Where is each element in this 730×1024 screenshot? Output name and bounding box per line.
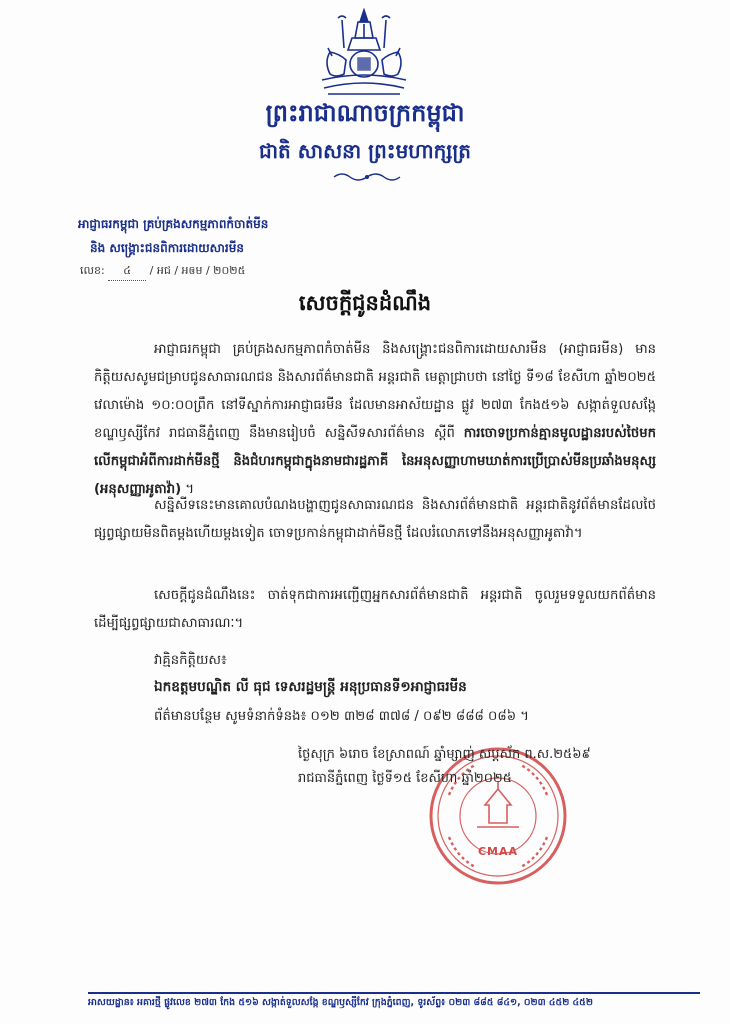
paragraph-2-text: សន្និសីទនេះមានគោលបំណងបង្ហាញជូនសាធារណជន និងសារព័ត៌មានជាតិ អន្តរជាតិនូវព័ត៌មានដែលថៃផ្សព្វផ្សាយមិនពិតម្តងហើយម្តងទៀត ចោទប្រកាន់កម្ពុជាដាក់មីនថ្មី ដែលរំលោភទៅនឹងអនុសញ្ញាអូតាវ៉ា។: [94, 498, 656, 541]
reference-suffix: / អជ / អឲម / ២០២៥: [149, 264, 246, 277]
paragraph-3: [94, 582, 656, 638]
reference-number-line: [80, 264, 245, 281]
footer-divider: [88, 992, 700, 994]
reference-prefix: លេខ:: [80, 264, 105, 277]
stamp-label: CMAA: [477, 845, 519, 858]
official-seal-stamp: [427, 745, 569, 887]
contact-info: ព័ត៌មានបន្ថែម សូមទំនាក់ទំនង៖ ០១២ ៣២៨ ៣៧៨ / ០៩២ ៨៨៨ ០៨៦ ។: [154, 709, 529, 724]
agency-name-line2: និង សង្គ្រោះជនពិការដោយសារមីន: [90, 241, 244, 255]
agency-name-line1: អាជ្ញាធរកម្ពុជា គ្រប់គ្រងសកម្មភាពកំចាត់មីន: [78, 217, 269, 231]
paragraph-1-topic: ការចោទប្រកាន់គ្មានមូលដ្ឋានរបស់ថៃមកលើកម្ពុជាអំពីការដាក់មីនថ្មី និងជំហរកម្ពុជាក្នុងនាមជារដ្ឋភាគី នៃអនុសញ្ញាហាមឃាត់ការប្រើប្រាស់មីនប្រឆាំងមនុស្ស (អនុសញ្ញាអូតាវ៉ា): [94, 426, 656, 497]
paragraph-1: [94, 336, 656, 504]
royal-crest-emblem: [318, 8, 410, 98]
title-ornament-divider: [332, 170, 402, 184]
footer-address: អាសយដ្ឋាន៖ អគារថ្មី ផ្លូវលេខ ២៧៣ កែង ៥១៦ សង្កាត់ទួលសង្កែ ខណ្ឌឫស្សីកែវ ក្រុងភ្នំពេញ, ទូរស័ព្ទ៖ ០២៣ ៨៨៥ ៨៤១, ០២៣ ៤៥២ ៤៥២: [88, 997, 593, 1008]
kingdom-heading: ព្រះរាជាណាចក្រកម្ពុជា: [265, 98, 465, 127]
speaker-label: វាគ្មិនកិត្តិយស៖: [154, 653, 227, 668]
paragraph-2: [94, 492, 656, 548]
speaker-name: ឯកឧត្តមបណ្ឌិត លី ធុជ ទេសរដ្ឋមន្ត្រី អនុប្រធានទី១អាជ្ញាធរមីន: [154, 679, 467, 695]
lunar-date: ថ្ងៃសុក្រ ៦រោច ខែស្រាពណ៍ ឆ្នាំម្សាញ់ សប្តស័ក ព.ស.២៥៦៩: [298, 747, 591, 762]
document-title: សេចក្តីជូនដំណឹង: [298, 290, 432, 315]
reference-number: ៤: [108, 264, 146, 281]
solar-date: រាជធានីភ្នំពេញ ថ្ងៃទី១៥ ខែសីហា ឆ្នាំ២០២៥: [298, 771, 512, 786]
paragraph-1-text: អាជ្ញាធរកម្ពុជា គ្រប់គ្រងសកម្មភាពកំចាត់មីន និងសង្គ្រោះជនពិការដោយសារមីន (អាជ្ញាធរមីន) មានកិត្តិយសសូមជម្រាបជូនសាធារណជន និងសារព័ត៌មានជាតិ អន្តរជាតិ មេត្តាជ្រាបថា នៅថ្ងៃ ទី១៨ ខែសីហា ឆ្នាំ២០២៥ វេលាម៉ោង ១០:០០ព្រឹក នៅទីស្នាក់ការអាជ្ញាធរមីន ដែលមានអាស័យដ្ឋាន ផ្លូវ ២៧៣ កែង៥១៦ សង្កាត់ទួលសង្កែ ខណ្ឌឫស្សីកែវ រាជធានីភ្នំពេញ នឹងមានរៀបចំ សន្និសីទសារព័ត៌មាន ស្តីពី: [94, 342, 656, 441]
paragraph-3-text: សេចក្តីជូនដំណឹងនេះ ចាត់ទុកជាការអញ្ជើញអ្នកសារព័ត៌មានជាតិ អន្តរជាតិ ចូលរួមទទួលយកព័ត៌មាន ដើម្បីផ្សព្វផ្សាយជាសាធារណៈ។: [94, 588, 656, 631]
national-motto: ជាតិ សាសនា ព្រះមហាក្សត្រ: [259, 139, 471, 163]
paragraph-1-end: ។: [181, 482, 195, 497]
